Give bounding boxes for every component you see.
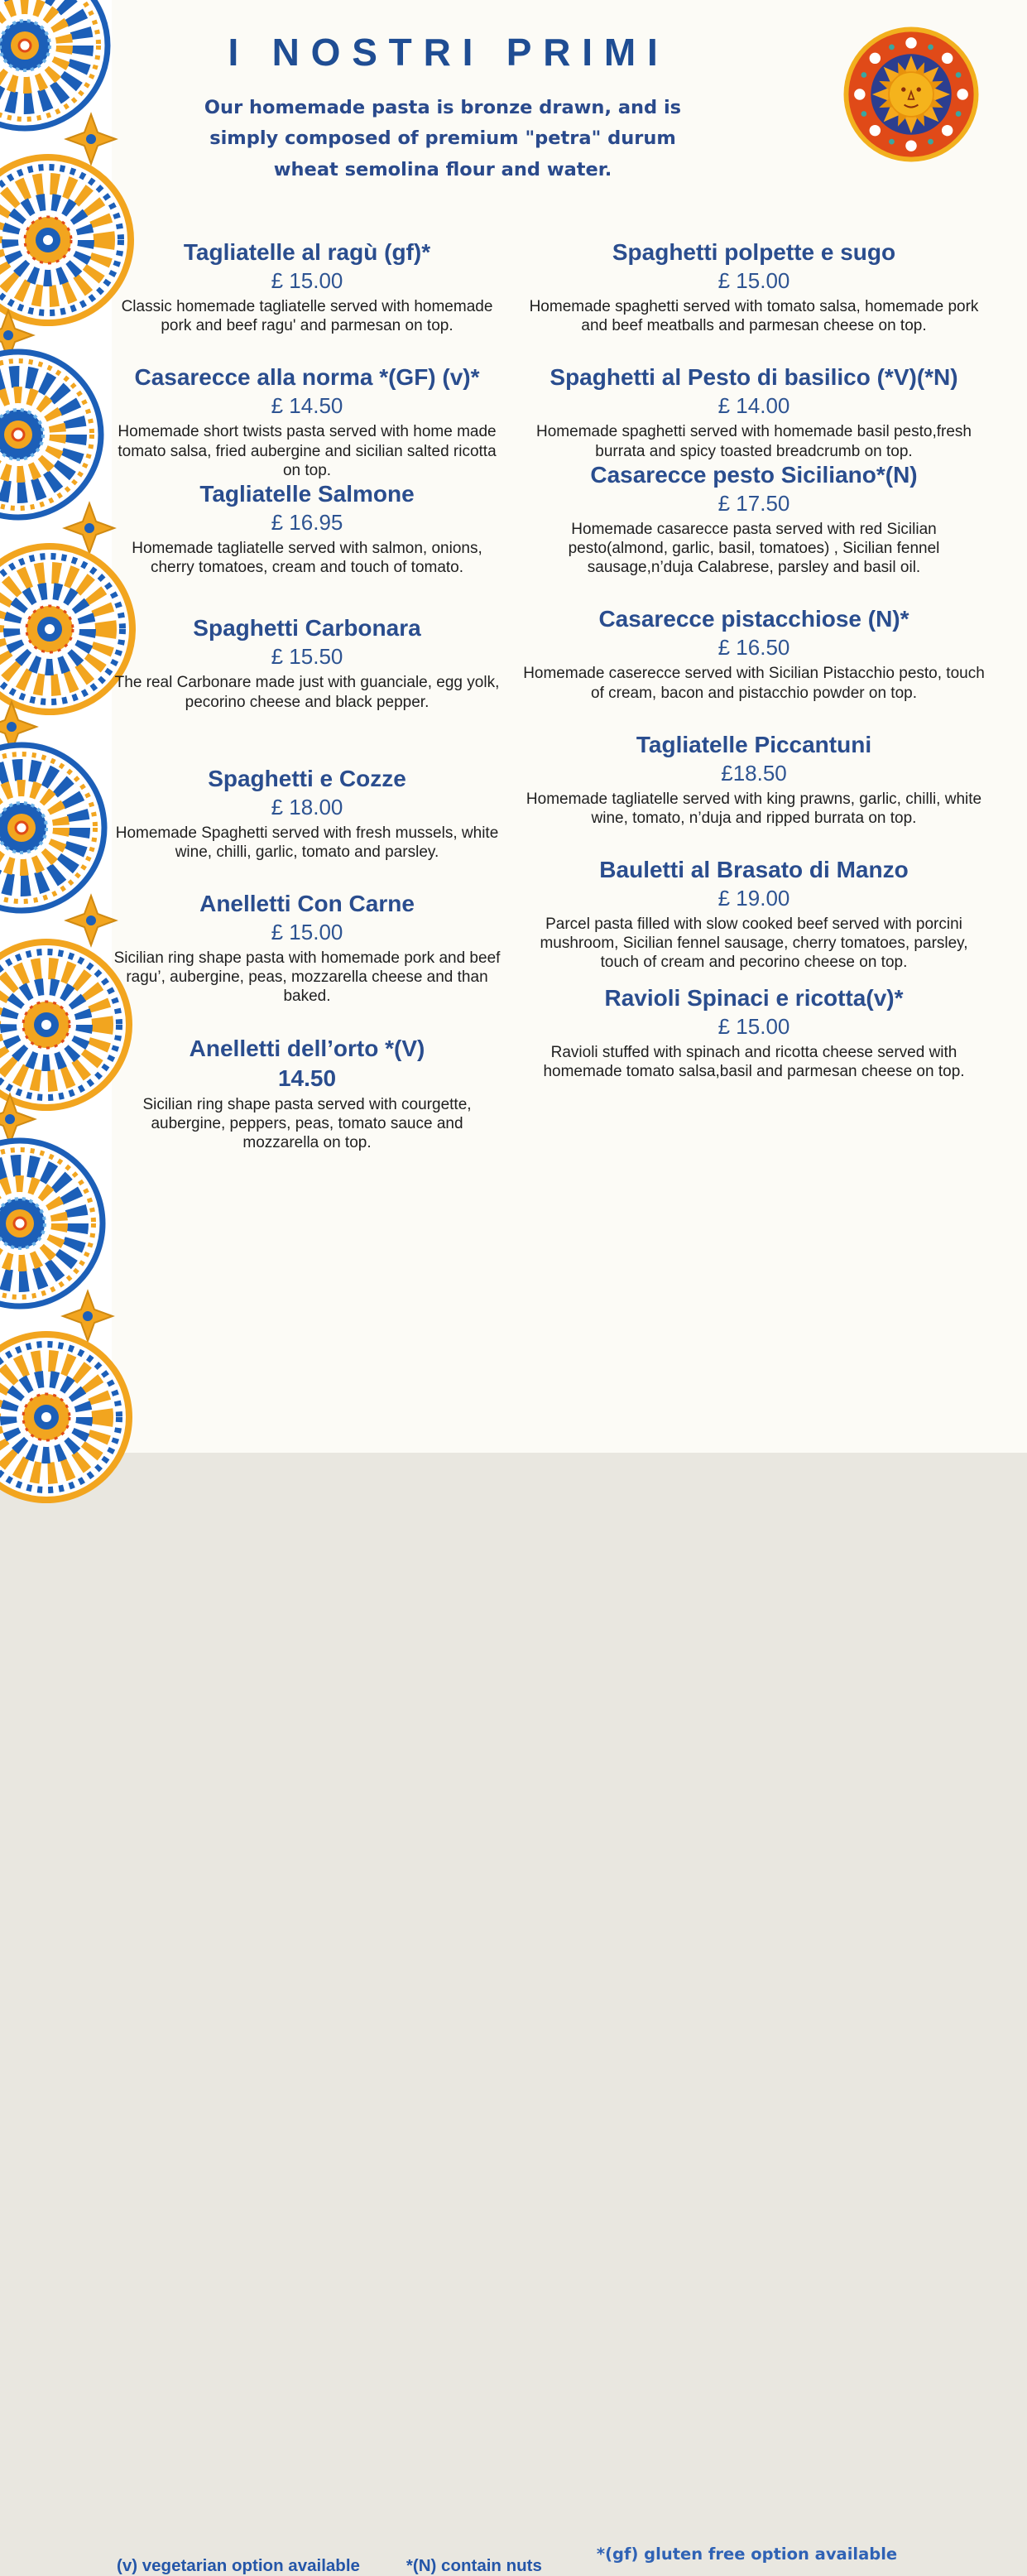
menu-column-left (113, 238, 501, 1175)
dish-name: Bauletti al Brasato di Manzo (599, 857, 909, 883)
dish-name: Tagliatelle al ragù (gf)* (183, 239, 431, 265)
menu-content (112, 0, 1027, 2575)
dish-name: Spaghetti Carbonara (193, 615, 421, 642)
dish-name: Ravioli Spinaci e ricotta(v)* (604, 984, 904, 1011)
sun-icon (842, 25, 981, 164)
legend-nuts: *(N) contain nuts (406, 2556, 542, 2575)
dish-description: Homemade casarecce pasta served with red Sicilian pesto(almond, garlic, basil, tomatoes) , Sicilian fennel sausage,n’duja Calabrese, parsley and basil oil. (568, 520, 940, 577)
dish-description: Sicilian ring shape pasta served with courgette, aubergine, peppers, peas, tomato sauce and mozzarella on top. (142, 1095, 472, 1151)
intro-text: Our homemade pasta is bronze drawn, and is simply composed of premium "petra" durum wheat semolina flour and water. (204, 97, 682, 180)
menu-item (113, 890, 501, 1007)
dish-description: Homemade spaghetti served with tomato salsa, homemade pork and beef meatballs and parmesan cheese on top. (529, 298, 979, 335)
dish-name: Spaghetti e Cozze (208, 765, 406, 791)
dish-description: Parcel pasta filled with slow cooked beef served with porcini mushroom, Sicilian fennel sausage, cherry tomatoes, parsley, touch of cream and pecorino cheese on top. (540, 916, 968, 972)
dish-description: Ravioli stuffed with spinach and ricotta cheese served with homemade tomato salsa,basil and parmesan cheese on top. (543, 1043, 965, 1080)
dish-name: Casarecce alla norma *(GF) (v)* (134, 364, 480, 391)
dish-description: The real Carbonare made just with guanciale, egg yolk, pecorino cheese and black pepper. (114, 674, 500, 711)
legend-gluten-free: *(gf) gluten free option available (596, 2545, 898, 2564)
majolica-tile-pattern-icon (0, 0, 112, 1453)
dish-price: £18.50 (721, 760, 787, 786)
menu-item (113, 765, 501, 862)
dish-description: Homemade Spaghetti served with fresh mussels, white wine, chilli, garlic, tomato and parsley. (115, 824, 499, 861)
menu-columns (112, 238, 1027, 1175)
dish-description: Homemade caserecce served with Sicilian Pistacchio pesto, touch of cream, bacon and pistacchio powder on top. (523, 665, 985, 702)
menu-item (113, 614, 501, 711)
menu-item (522, 605, 986, 702)
legend-vegetarian: (v) vegetarian option available (117, 2556, 360, 2575)
dish-description: Homemade tagliatelle served with salmon, onions, cherry tomatoes, cream and touch of tomato. (132, 539, 482, 577)
menu-item (522, 984, 986, 1081)
dish-price: £ 15.00 (717, 268, 790, 294)
dish-price: £ 14.50 (271, 393, 343, 419)
dish-price: £ 15.50 (271, 644, 343, 670)
dish-description: Sicilian ring shape pasta with homemade pork and beef ragu’, aubergine, peas, mozzarella cheese and than baked. (113, 949, 501, 1006)
dish-description: Classic homemade tagliatelle served with homemade pork and beef ragu' and parmesan on top. (121, 298, 493, 335)
menu-item (113, 363, 501, 480)
dish-price: £ 19.00 (717, 886, 790, 911)
dish-name: Casarecce pesto Siciliano*(N) (590, 461, 918, 488)
dish-name: Spaghetti al Pesto di basilico (*V)(*N) (549, 364, 958, 391)
dish-price: £ 15.00 (271, 920, 343, 945)
dish-price: £ 14.00 (717, 393, 790, 419)
menu-item (522, 731, 986, 828)
menu-item (522, 363, 986, 460)
restaurant-sun-logo (842, 25, 981, 164)
dish-price: £ 16.50 (717, 635, 790, 661)
dish-name: Anelletti Con Carne (199, 891, 415, 917)
menu-item (522, 856, 986, 973)
dish-description: Homemade spaghetti served with homemade basil pesto,fresh burrata and spicy toasted breadcrumb on top. (536, 423, 972, 460)
dish-name: Anelletti dell’orto *(V) (189, 1035, 425, 1061)
decorative-tile-border (0, 0, 112, 1453)
dish-name: Spaghetti polpette e sugo (612, 239, 896, 265)
dish-price: 14.50 (277, 1065, 337, 1091)
dish-price: £ 17.50 (717, 490, 790, 516)
dish-price: £ 18.00 (271, 794, 343, 819)
menu-header (112, 30, 1027, 205)
dish-price: £ 16.95 (271, 509, 343, 535)
dish-name: Tagliatelle Piccantuni (636, 731, 872, 757)
dish-price: £ 15.00 (271, 268, 343, 294)
menu-item (113, 480, 501, 577)
dish-description: Homemade tagliatelle served with king prawns, garlic, chilli, white wine, tomato, n’duja and ripped burrata on top. (525, 790, 982, 827)
menu-item (113, 238, 501, 335)
page-title: I NOSTRI PRIMI (228, 31, 669, 74)
menu-item (522, 461, 986, 578)
menu-item (113, 1035, 501, 1153)
dish-price: £ 15.00 (717, 1013, 790, 1039)
dish-name: Tagliatelle Salmone (199, 480, 415, 507)
menu-column-right (522, 238, 986, 1175)
dish-name: Casarecce pistacchiose (N)* (598, 606, 909, 632)
dish-description: Homemade short twists pasta served with home made tomato salsa, fried aubergine and sicilian salted ricotta on top. (118, 423, 497, 479)
menu-item (522, 238, 986, 335)
